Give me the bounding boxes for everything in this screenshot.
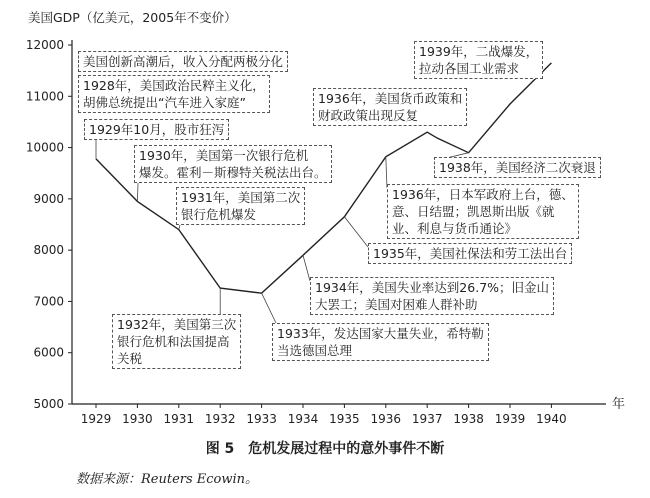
annotation-note: 1934年，美国失业率达到26.7%；旧金山 大罢工；美国对困难人群补助 <box>310 277 554 315</box>
annotation-note: 1936年，日本军政府上台，德、 意、日结盟；凯恩斯出版《就 业、利息与货币通论》 <box>387 184 579 239</box>
annotation-note: 1935年，美国社保法和劳工法出台 <box>368 243 572 264</box>
x-tick-label: 1939 <box>494 412 526 426</box>
annotation-note: 1939年，二战爆发， 拉动各国工业需求 <box>414 41 543 79</box>
x-tick-label: 1934 <box>287 412 319 426</box>
y-tick-label: 12000 <box>25 38 64 52</box>
x-tick-label: 1938 <box>453 412 484 426</box>
annotation-note: 1931年，美国第二次 银行危机爆发 <box>176 187 305 225</box>
annotation-leader <box>137 183 138 201</box>
y-axis-label: 美国GDP（亿美元，2005年不变价） <box>28 10 237 25</box>
annotation-note: 美国创新高潮后，收入分配两极分化 <box>78 51 288 72</box>
y-tick-label: 6000 <box>33 345 64 360</box>
y-tick-label: 9000 <box>33 191 64 206</box>
annotation-leader <box>179 225 180 230</box>
data-source: 数据来源：Reuters Ecowin。 <box>76 472 259 487</box>
annotation-note: 1932年，美国第三次 银行危机和法国提高 关税 <box>112 314 241 369</box>
annotation-note: 1936年，美国货币政策和 财政政策出现反复 <box>313 88 467 126</box>
x-tick-label: 1933 <box>246 412 277 426</box>
figure-caption: 图 5 危机发展过程中的意外事件不断 <box>205 441 445 457</box>
y-tick-label: 7000 <box>33 294 64 309</box>
x-tick-label: 1937 <box>411 412 443 426</box>
annotation-note: 1928年，美国政治民粹主义化， 胡佛总统提出“汽车进入家庭” <box>78 75 270 113</box>
x-axis-unit: 年 <box>612 397 626 412</box>
y-tick-label: 11000 <box>25 89 64 104</box>
x-tick-label: 1932 <box>204 412 236 426</box>
x-tick-label: 1929 <box>80 412 112 426</box>
x-tick-label: 1935 <box>329 412 360 426</box>
y-tick-label: 5000 <box>33 397 64 411</box>
y-tick-label: 10000 <box>25 140 64 155</box>
annotation-leader <box>262 293 276 323</box>
x-tick-label: 1936 <box>370 412 402 426</box>
y-tick-label: 8000 <box>33 243 64 258</box>
x-tick-label: 1931 <box>163 412 195 426</box>
x-tick-label: 1930 <box>122 412 153 426</box>
annotation-note: 1933年，发达国家大量失业，希特勒 当选德国总理 <box>272 323 489 361</box>
annotation-note: 1929年10月，股市狂泻 <box>84 119 229 140</box>
annotation-note: 1938年，美国经济二次衰退 <box>434 157 601 178</box>
annotation-leader <box>303 255 310 281</box>
annotation-note: 1930年，美国第一次银行危机 爆发。霍利－斯穆特关税法出台。 <box>134 145 332 183</box>
x-tick-label: 1940 <box>536 412 567 426</box>
annotation-leader <box>344 217 368 247</box>
